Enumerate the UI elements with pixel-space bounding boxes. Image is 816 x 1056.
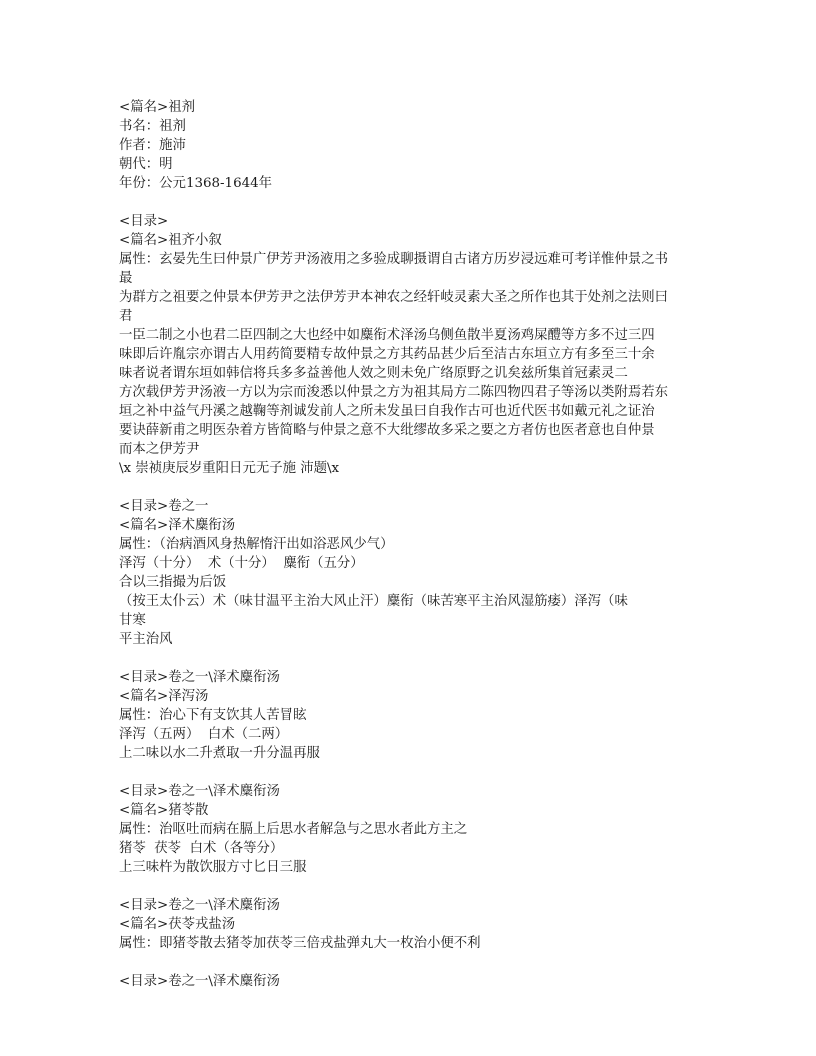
- chapter-title: <篇名>泽术麋衔汤: [119, 518, 236, 533]
- text-line: 上三味杵为散饮服方寸匕日三服: [119, 860, 307, 875]
- section-fuling-rongyan-tang: [119, 896, 699, 953]
- text-line: 上二味以水二升煮取一升分温再服: [119, 746, 320, 761]
- section-zexie-tang: [119, 668, 699, 763]
- book-name: 书名：祖剂: [119, 119, 186, 134]
- chapter-title: <篇名>祖剂: [119, 100, 196, 115]
- text-line: 平主治风: [119, 632, 173, 647]
- text-line: 而本之伊芳尹: [119, 442, 200, 457]
- chapter-title: <篇名>泽泻汤: [119, 689, 209, 704]
- chapter-title: <篇名>茯苓戎盐汤: [119, 917, 236, 932]
- text-line: 一臣二制之小也君二臣四制之大也经中如麋衔术泽汤乌侧鱼散半夏汤鸡屎醴等方多不过三四: [119, 328, 655, 343]
- text-line: 方次载伊芳尹汤液一方以为宗而浚悉以仲景之方为祖其局方二陈四物四君子等汤以类附焉若东: [119, 385, 669, 400]
- text-line: 君: [119, 309, 133, 324]
- catalog-line: <目录>卷之一\泽术麋衔汤: [119, 784, 280, 799]
- ingredients-line: 泽泻（十分） 术（十分） 麋衔（五分）: [119, 556, 364, 571]
- text-line: 要诀薛新甫之明医杂着方皆简略与仲景之意不大纰缪故多采之要之方者仿也医者意也自仲景: [119, 423, 655, 438]
- catalog-line: <目录>卷之一\泽术麋衔汤: [119, 974, 280, 989]
- ingredients-line: 猪苓 茯苓 白术（各等分）: [119, 841, 284, 856]
- catalog-line: <目录>: [119, 214, 169, 229]
- dynasty: 朝代：明: [119, 157, 173, 172]
- chapter-title: <篇名>祖齐小叙: [119, 233, 222, 248]
- spacer: [119, 649, 699, 668]
- document-page: [119, 98, 699, 991]
- spacer: [119, 953, 699, 972]
- section-zhuling-san: [119, 782, 699, 877]
- text-line: 最: [119, 271, 133, 286]
- text-line: （按王太仆云）术（味甘温平主治大风止汗）麋衔（味苦寒平主治风湿筋痿）泽泻（味: [119, 594, 628, 609]
- attribute-line: 属性：治呕吐而病在膈上后思水者解急与之思水者此方主之: [119, 822, 468, 837]
- section-next: [119, 972, 699, 991]
- catalog-line: <目录>卷之一\泽术麋衔汤: [119, 670, 280, 685]
- section-zeshu-mixian-tang: [119, 497, 699, 649]
- spacer: [119, 478, 699, 497]
- text-line: 味者说者谓东垣如韩信将兵多多益善他人效之则未免广络原野之讥矣兹所集首冠素灵二: [119, 366, 628, 381]
- years: 年份：公元1368-1644年: [119, 176, 273, 191]
- book-header: [119, 98, 699, 193]
- chapter-title: <篇名>猪苓散: [119, 803, 209, 818]
- text-line: 味即后许胤宗亦谓古人用药简要精专故仲景之方其药品甚少后至洁古东垣立方有多至三十余: [119, 347, 655, 362]
- attribute-line: 属性：（治病酒风身热解惰汗出如浴恶风少气）: [119, 537, 394, 552]
- text-line: 垣之补中益气丹溪之越鞠等剂诚发前人之所未发虽曰自我作古可也近代医书如戴元礼之证治: [119, 404, 655, 419]
- spacer: [119, 193, 699, 212]
- text-line: 属性：玄晏先生曰仲景广伊芳尹汤液用之多验成聊摄谓自古诸方历岁浸远难可考详惟仲景之书: [119, 252, 669, 267]
- attribute-line: 属性：治心下有支饮其人苦冒眩: [119, 708, 307, 723]
- signature-line: \x 崇祯庚辰岁重阳日元无子施 沛题\x: [119, 461, 340, 476]
- attribute-line: 属性：即猪苓散去猪苓加茯苓三倍戎盐弹丸大一枚治小便不利: [119, 936, 481, 951]
- catalog-line: <目录>卷之一\泽术麋衔汤: [119, 898, 280, 913]
- ingredients-line: 泽泻（五两） 白术（二两）: [119, 727, 289, 742]
- text-line: 甘寒: [119, 613, 146, 628]
- catalog-line: <目录>卷之一: [119, 499, 209, 514]
- author: 作者：施沛: [119, 138, 186, 153]
- text-line: 合以三指撮为后饭: [119, 575, 227, 590]
- spacer: [119, 877, 699, 896]
- section-preface: [119, 212, 699, 478]
- text-line: 为群方之祖要之仲景本伊芳尹之法伊芳尹本神农之经轩岐灵素大圣之所作也其于处剂之法则曰: [119, 290, 669, 305]
- spacer: [119, 763, 699, 782]
